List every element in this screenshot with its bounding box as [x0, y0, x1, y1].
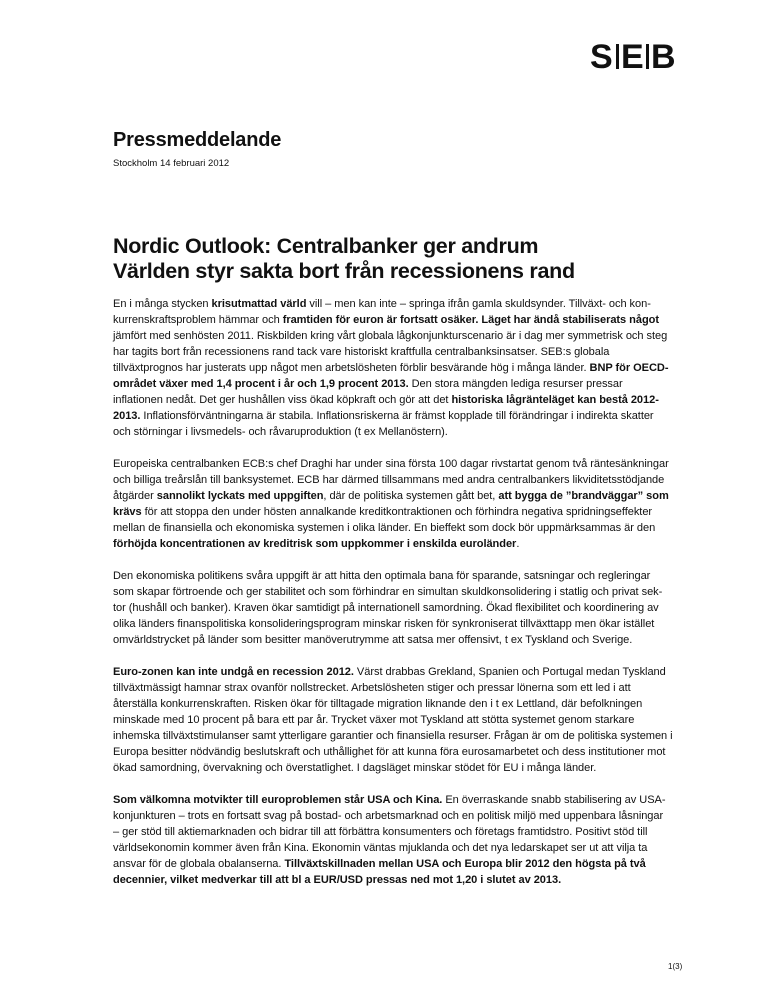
text-run: – ger stöd till aktiemarknaden och bidrar till att förbättra konsumenters och företags framtidstro. Positivt stöd till — [113, 826, 648, 838]
text-run: tillväxtprognos har justerats upp något men arbetslösheten förblir besvärande hög i många länder. — [113, 362, 590, 374]
text-run: inflationen nedåt. Det ger hushållen viss ökad köpkraft och gör att det — [113, 394, 452, 406]
bold-text: historiska lågränteläget kan bestå 2012- — [451, 394, 659, 406]
text-run: och billiga treårslån till banksystemet. ECB har därmed tillsammans med andra centralbankers likviditetsstödjande — [113, 474, 665, 486]
bold-text: krävs — [113, 506, 142, 518]
bold-text: decennier, vilket medverkar till att bl a EUR/USD pressas ned mot 1,20 i slutet av 2013. — [113, 874, 562, 886]
text-run: och störningar i livsmedels- och råvaruproduktion (t ex Mellanöstern). — [113, 426, 448, 438]
text-line — [113, 792, 683, 808]
text-run: Den stora mängden lediga resurser pressar — [408, 378, 623, 390]
text-run: jämfört med senhösten 2011. Riskbilden kring vårt globala lågkonjunkturscenario är i dag mer symmetrisk och steg — [113, 330, 668, 342]
headline-line-2: Världen styr sakta bort från recessionens rand — [113, 259, 575, 283]
seb-logo-icon — [590, 38, 680, 74]
text-run: ansvar för de globala obalanserna. — [113, 858, 285, 870]
text-line — [113, 856, 683, 872]
text-run: Inflationsförväntningarna är stabila. Inflationsriskerna är främst kopplade till förändringar i indirekta skatter — [140, 410, 654, 422]
text-line — [113, 664, 683, 680]
bold-text: Euro-zonen kan inte undgå en recession 2012. — [113, 666, 354, 678]
bold-text: krisutmattad värld — [211, 298, 307, 310]
seb-logo — [590, 38, 680, 74]
text-line — [113, 568, 683, 584]
text-run: Europeiska centralbanken ECB:s chef Draghi har under sina första 100 dagar rivstartat genom två räntesänkningar — [113, 458, 669, 470]
text-line — [113, 744, 683, 760]
text-line — [113, 360, 683, 376]
text-line — [113, 728, 683, 744]
text-run: tillväxtmässigt hamnar strax ovanför nollstrecket. Arbetslösheten stiger och pressar lönerna som ett led i att — [113, 682, 631, 694]
text-run: . — [516, 538, 520, 550]
bold-text: sannolikt lyckats med uppgiften — [156, 490, 324, 502]
text-line — [113, 824, 683, 840]
text-line — [113, 808, 683, 824]
text-line — [113, 376, 683, 392]
body-paragraph — [113, 296, 683, 440]
document-type-heading: Pressmeddelande — [113, 129, 282, 151]
text-run: tor (hushåll och banker). Kraven ökar samtidigt på internationell samordning. Ökad flexibilitet och koordinering av — [113, 602, 659, 614]
text-line — [113, 504, 683, 520]
text-line — [113, 536, 683, 552]
text-run: konjunkturen – trots en fortsatt svag på bostad- och arbetsmarknad och en politisk miljö med uppenbara låsningar — [113, 810, 664, 822]
text-run: återställa konkurrenskraften. Risken ökar för tilltagade migration liknande den i t ex Lettland, där befolkningen — [113, 698, 643, 710]
text-run: har tagits bort från recessionens rand tack vare historiskt kraftfulla centralbanksinsatser. SEB:s globala — [113, 346, 610, 358]
text-line — [113, 408, 683, 424]
text-line — [113, 760, 683, 776]
text-run: för att stoppa den under hösten annalkande kreditkontraktionen och förhindra negativa spridningseffekter — [141, 506, 653, 518]
text-line — [113, 488, 683, 504]
text-run: Den ekonomiska politikens svåra uppgift är att hitta den optimala bana för sparande, satsningar och regleringar — [113, 570, 651, 582]
text-line — [113, 312, 683, 328]
text-line — [113, 696, 683, 712]
bold-text: BNP för OECD- — [589, 362, 669, 374]
text-line — [113, 584, 683, 600]
text-run: En överraskande snabb stabilisering av USA- — [442, 794, 666, 806]
page-number: 1(3) — [668, 962, 683, 971]
text-line — [113, 632, 683, 648]
text-line — [113, 424, 683, 440]
text-line — [113, 616, 683, 632]
text-run: En i många stycken — [113, 298, 212, 310]
bold-text: Som välkomna motvikter till europroblemen står USA och Kina. — [113, 794, 443, 806]
bold-text: området växer med 1,4 procent i år och 1,9 procent 2013. — [113, 378, 409, 390]
text-run: inhemska tillväxtstimulanser samt ytterligare garantier och finansiella resurser. Frågan är om de politiska systemen i — [113, 730, 673, 742]
headline — [113, 234, 673, 284]
text-run: Värst drabbas Grekland, Spanien och Portugal medan Tyskland — [353, 666, 666, 678]
text-line — [113, 328, 683, 344]
svg-text:E: E — [621, 38, 643, 74]
text-line — [113, 472, 683, 488]
text-line — [113, 680, 683, 696]
text-line — [113, 456, 683, 472]
text-run: åtgärder — [113, 490, 157, 502]
text-run: omvärldstrycket på länder som besitter manöverutrymme att satsa mer offensivt, t ex Tyskland och Sverige. — [113, 634, 633, 646]
text-run: mellan de finansiella och ekonomiska systemen i olika länder. En bieffekt som dock bör uppmärksammas är den — [113, 522, 656, 534]
bold-text: Tillväxtskillnaden mellan USA och Europa blir 2012 den högsta på två — [284, 858, 646, 870]
text-run: kurrenskraftsproblem hämmar och — [113, 314, 283, 326]
svg-text:S: S — [590, 38, 612, 74]
bold-text: förhöjda koncentrationen av kreditrisk som uppkommer i enskilda euroländer — [113, 538, 517, 550]
text-line — [113, 840, 683, 856]
text-line — [113, 600, 683, 616]
body-paragraph — [113, 664, 683, 776]
text-run: minskade med 10 procent på bara ett par år. Trycket växer mot Tyskland att stötta systemet genom starkare — [113, 714, 635, 726]
body-paragraph — [113, 568, 683, 648]
text-run: som skapar förtroende och ger stabilitet och som förhindrar en simultan skuldkonsolidering i statlig och privat sek- — [113, 586, 663, 598]
text-line — [113, 296, 683, 312]
body-paragraph — [113, 792, 683, 888]
text-run: olika länders finanspolitiska konsolideringsprogram minskar risken för synkroniserat tillväxttapp men ökar istället — [113, 618, 655, 630]
text-run: vill – men kan inte – springa ifrån gamla skuldsynder. Tillväxt- och kon- — [306, 298, 651, 310]
text-line — [113, 520, 683, 536]
headline-line-1: Nordic Outlook: Centralbanker ger andrum — [113, 234, 539, 258]
body-paragraph — [113, 456, 683, 552]
text-run: världsekonomin kommer även från Kina. Ekonomin väntas mjuklanda och det nya ledarskapet ser ut att vilja ta — [113, 842, 648, 854]
text-run: Europa besitter nödvändig beslutskraft och uthållighet för att kunna föra eurosamarbetet och dess institutioner mot — [113, 746, 666, 758]
article-body — [113, 296, 683, 888]
bold-text: 2013. — [113, 410, 141, 422]
text-line — [113, 872, 683, 888]
bold-text: framtiden för euron är fortsatt osäker. Läget har ändå stabiliserats något — [282, 314, 659, 326]
text-line — [113, 344, 683, 360]
svg-text:B: B — [651, 38, 676, 74]
bold-text: att bygga de ”brandväggar” som — [498, 490, 669, 502]
text-run: ökad samordning, övervakning och överstatlighet. I dagsläget minskar stödet för EU i många länder. — [113, 762, 597, 774]
text-line — [113, 712, 683, 728]
text-run: , där de politiska systemen gått bet, — [323, 490, 499, 502]
text-line — [113, 392, 683, 408]
document-date: Stockholm 14 februari 2012 — [113, 158, 230, 169]
